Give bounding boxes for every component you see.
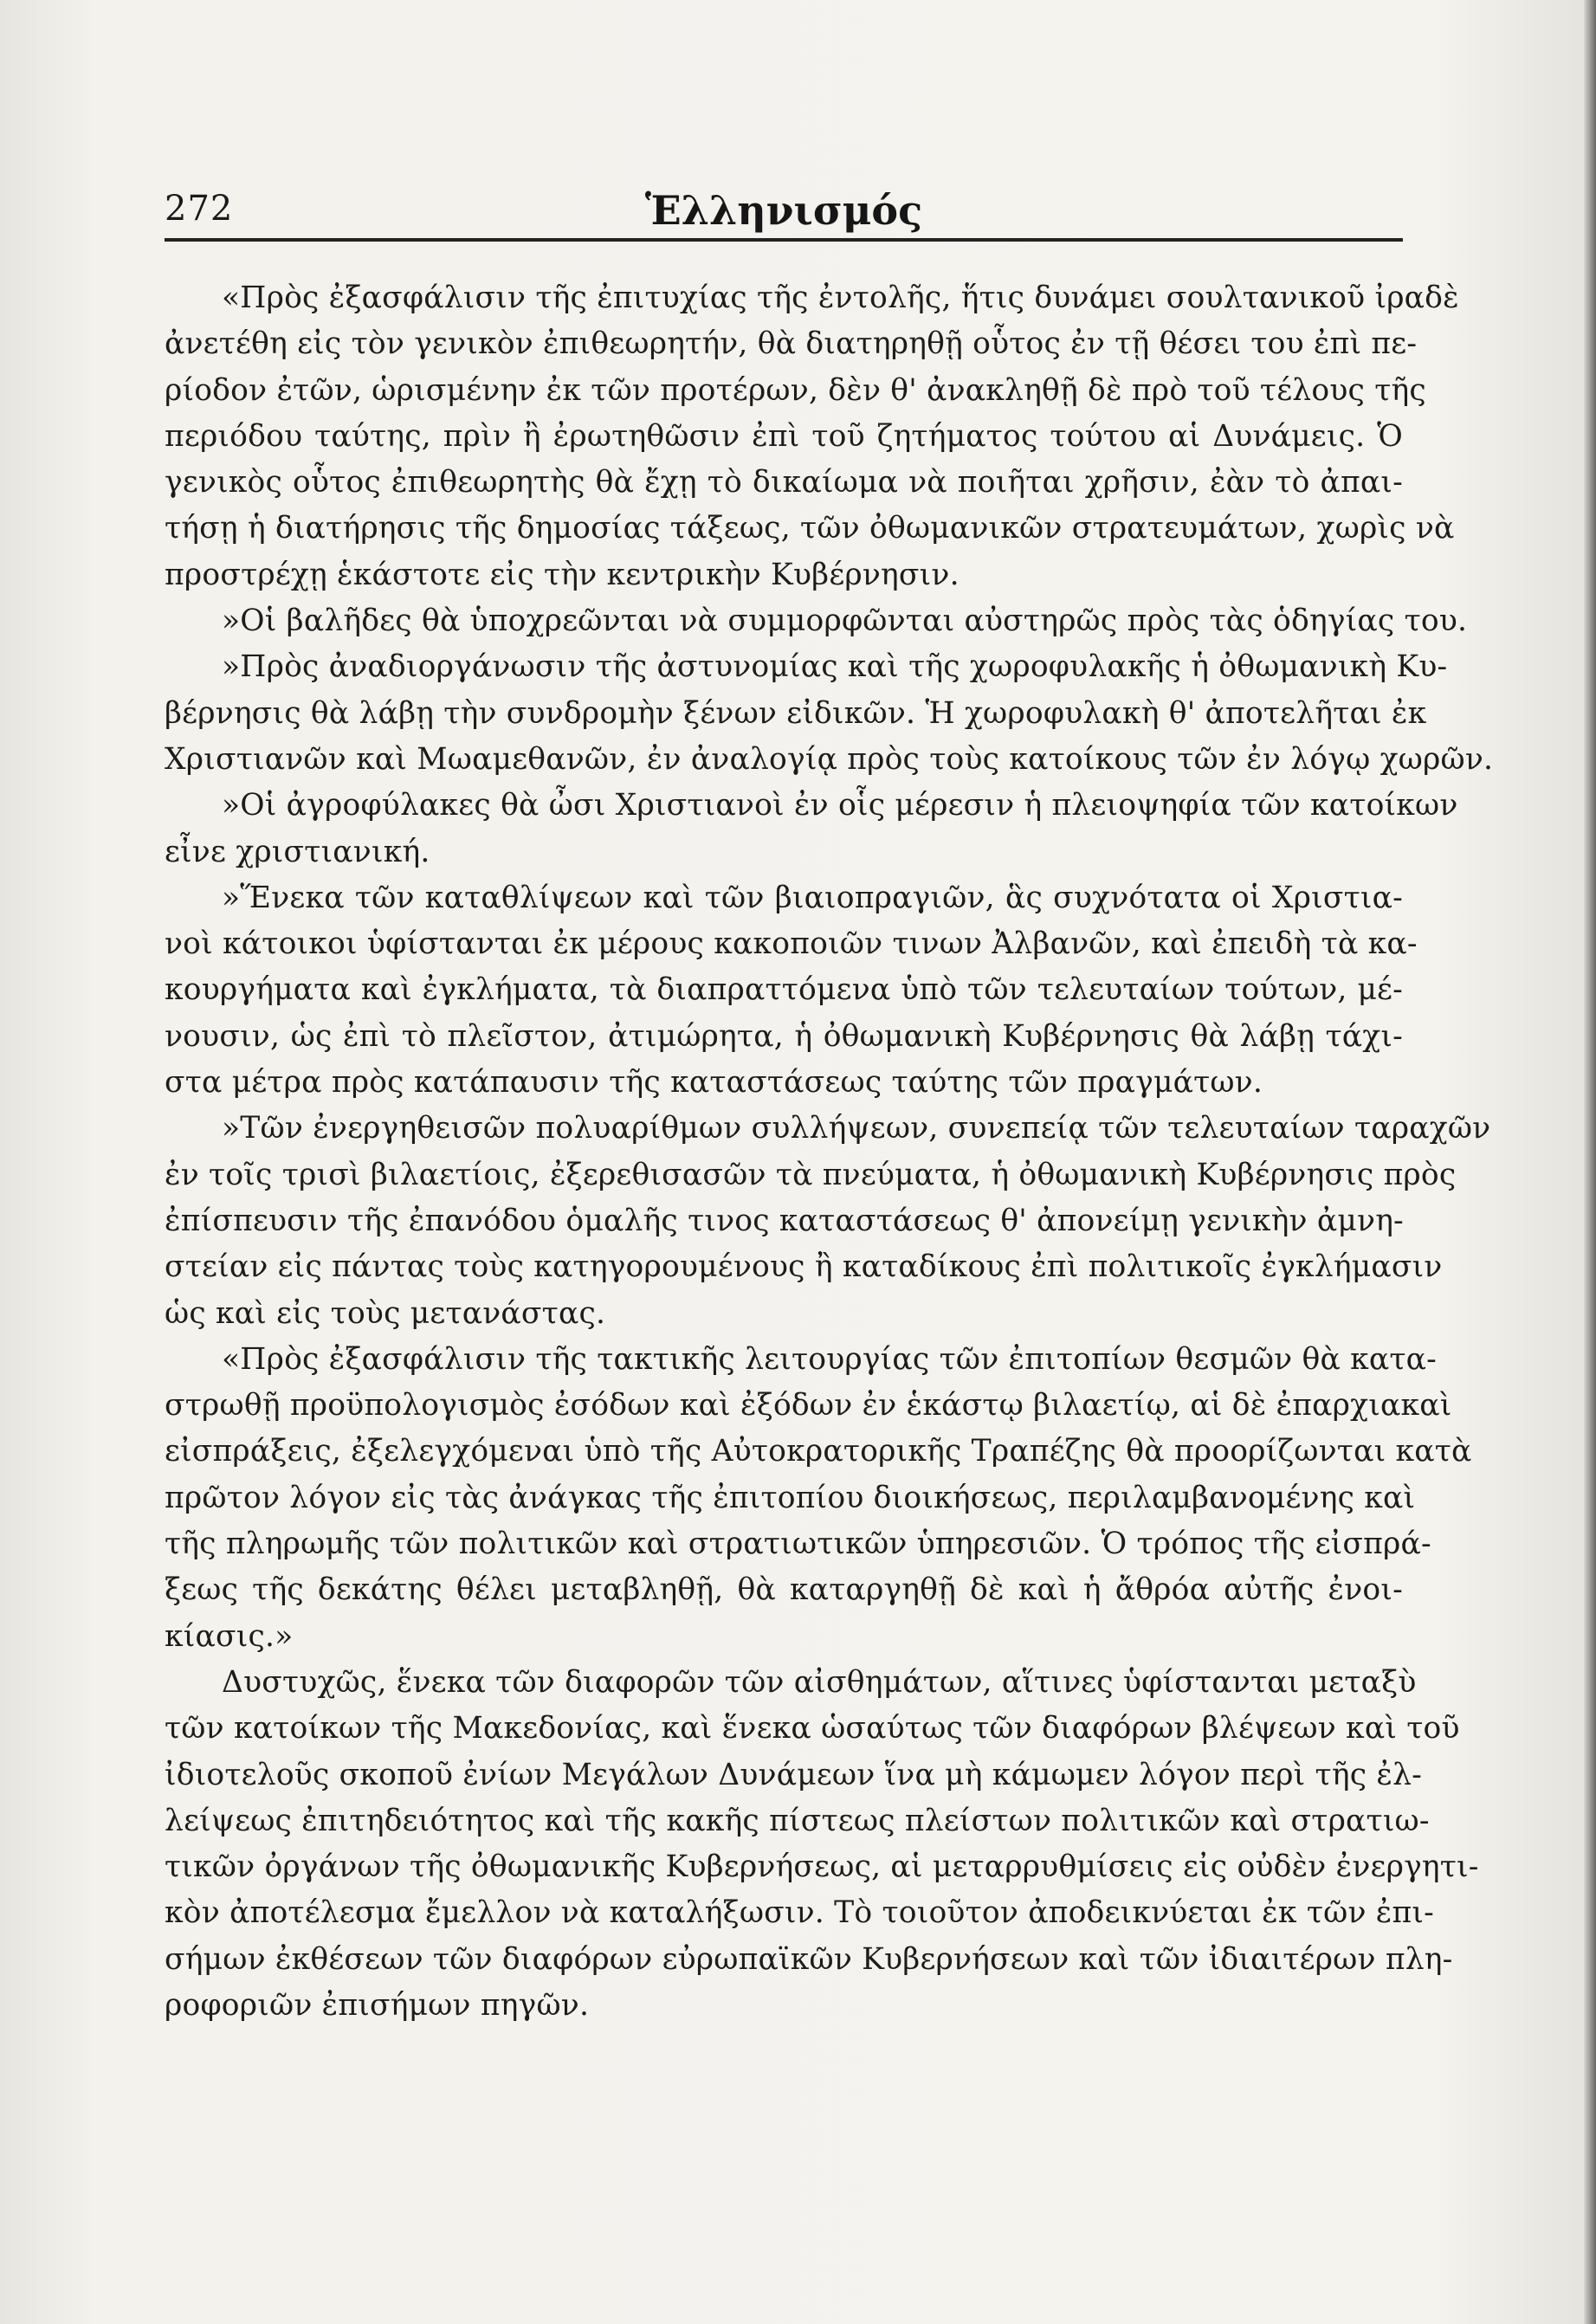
text-line: κουργήματα καὶ ἐγκλήματα, τὰ διαπραττόμενα ὑπὸ τῶν τελευταίων τούτων, μέ- (165, 972, 1403, 1008)
binding-shadow (1584, 0, 1596, 2324)
text-line: »Οἱ ἀγροφύλακες θὰ ὦσι Χριστιανοὶ ἐν οἷς μέρεσιν ἡ πλειοψηφία τῶν κατοίκων (222, 788, 1458, 823)
text-line: στείαν εἰς πάντας τοὺς κατηγορουμένους ἢ καταδίκους ἐπὶ πολιτικοῖς ἐγκλήμασιν (165, 1249, 1443, 1285)
text-line: ἰδιοτελοῦς σκοποῦ ἐνίων Μεγάλων Δυνάμεων ἵνα μὴ κάμωμεν λόγον περὶ τῆς ἐλ- (165, 1757, 1423, 1792)
text-line: ἀνετέθη εἰς τὸν γενικὸν ἐπιθεωρητήν, θὰ διατηρηθῇ οὗτος ἐν τῇ θέσει του ἐπὶ πε- (165, 326, 1418, 362)
text-line: προστρέχῃ ἑκάστοτε εἰς τὴν κεντρικὴν Κυβέρνησιν. (165, 557, 960, 592)
text-line: Δυστυχῶς, ἕνεκα τῶν διαφορῶν τῶν αἰσθημάτων, αἵτινες ὑφίστανται μεταξὺ (222, 1664, 1417, 1700)
header-rule (165, 238, 1403, 242)
text-line: ρίοδον ἐτῶν, ὡρισμένην ἐκ τῶν προτέρων, δὲν θ' ἀνακληθῇ δὲ πρὸ τοῦ τέλους τῆς (165, 372, 1426, 408)
text-line: Χριστιανῶν καὶ Μωαμεθανῶν, ἐν ἀναλογίᾳ πρὸς τοὺς κατοίκους τῶν ἐν λόγῳ χωρῶν. (165, 741, 1494, 777)
text-line: τικῶν ὀργάνων τῆς ὀθωμανικῆς Κυβερνήσεως, αἱ μεταρρυθμίσεις εἰς οὐδὲν ἐνεργητι- (165, 1850, 1479, 1885)
text-line: ἐν τοῖς τρισὶ βιλαετίοις, ἐξερεθισασῶν τὰ πνεύματα, ἡ ὀθωμανικὴ Κυβέρνησις πρὸς (165, 1157, 1457, 1192)
text-line: νουσιν, ὡς ἐπὶ τὸ πλεῖστον, ἀτιμώρητα, ἡ ὀθωμανικὴ Κυβέρνησις θὰ λάβῃ τάχι- (165, 1018, 1403, 1054)
text-line: νοὶ κάτοικοι ὑφίστανται ἐκ μέρους κακοποιῶν τινων Ἀλβανῶν, καὶ ἐπειδὴ τὰ κα- (165, 926, 1418, 962)
text-line: »Ἕνεκα τῶν καταθλίψεων καὶ τῶν βιαιοπραγιῶν, ἃς συχνότατα οἱ Χριστια- (222, 880, 1403, 915)
text-line: περιόδου ταύτης, πρὶν ἢ ἐρωτηθῶσιν ἐπὶ τοῦ ζητήματος τούτου αἱ Δυνάμεις. Ὁ (165, 418, 1403, 454)
body-text (165, 275, 1494, 2029)
text-line: γενικὸς οὗτος ἐπιθεωρητὴς θὰ ἔχῃ τὸ δικαίωμα νὰ ποιῆται χρῆσιν, ἐὰν τὸ ἀπαι- (165, 465, 1403, 500)
text-line: τῆς πληρωμῆς τῶν πολιτικῶν καὶ στρατιωτικῶν ὑπηρεσιῶν. Ὁ τρόπος τῆς εἰσπρά- (165, 1527, 1431, 1562)
text-line: ροφοριῶν ἐπισήμων πηγῶν. (165, 1987, 590, 2023)
text-line: στρωθῇ προϋπολογισμὸς ἐσόδων καὶ ἐξόδων ἐν ἑκάστῳ βιλαετίῳ, αἱ δὲ ἐπαρχιακαὶ (165, 1388, 1452, 1423)
text-line: τήσῃ ἡ διατήρησις τῆς δημοσίας τάξεως, τῶν ὀθωμανικῶν στρατευμάτων, χωρὶς νὰ (165, 511, 1455, 546)
text-line: »Τῶν ἐνεργηθεισῶν πολυαρίθμων συλλήψεων, συνεπείᾳ τῶν τελευταίων ταραχῶν (222, 1111, 1491, 1146)
page-number: 272 (165, 189, 234, 229)
text-line: κίασις.» (165, 1618, 294, 1654)
running-title: Ἑλληνισμός (644, 187, 923, 234)
running-head (165, 189, 1403, 241)
text-line: κὸν ἀποτέλεσμα ἔμελλον νὰ καταλήξωσιν. Τὸ τοιοῦτον ἀποδεικνύεται ἐκ τῶν ἐπι- (165, 1895, 1434, 1931)
text-line: βέρνησις θὰ λάβῃ τὴν συνδρομὴν ξένων εἰδικῶν. Ἡ χωροφυλακὴ θ' ἀποτελῆται ἐκ (165, 695, 1427, 731)
text-line: πρῶτον λόγον εἰς τὰς ἀνάγκας τῆς ἐπιτοπίου διοικήσεως, περιλαμβανομένης καὶ (165, 1480, 1416, 1515)
text-line: εἰσπράξεις, ἐξελεγχόμεναι ὑπὸ τῆς Αὐτοκρατορικῆς Τραπέζης θὰ προορίζωνται κατὰ (165, 1434, 1472, 1469)
text-line: στα μέτρα πρὸς κατάπαυσιν τῆς καταστάσεως ταύτης τῶν πραγμάτων. (165, 1065, 1263, 1101)
text-line: εἶνε χριστιανική. (165, 834, 430, 869)
text-line: λείψεως ἐπιτηδειότητος καὶ τῆς κακῆς πίστεως πλείστων πολιτικῶν καὶ στρατιω- (165, 1803, 1430, 1838)
text-line: ξεως τῆς δεκάτης θέλει μεταβληθῇ, θὰ καταργηθῇ δὲ καὶ ἡ ἄθρόα αὐτῆς ἐνοι- (165, 1572, 1403, 1608)
text-line: »Οἱ βαλῆδες θὰ ὑποχρεῶνται νὰ συμμορφῶνται αὐστηρῶς πρὸς τὰς ὁδηγίας του. (222, 604, 1468, 639)
text-line: σήμων ἐκθέσεων τῶν διαφόρων εὐρωπαϊκῶν Κυβερνήσεων καὶ τῶν ἰδιαιτέρων πλη- (165, 1941, 1453, 1977)
text-line: «Πρὸς ἐξασφάλισιν τῆς ἐπιτυχίας τῆς ἐντολῆς, ἥτις δυνάμει σουλτανικοῦ ἰραδὲ (222, 281, 1459, 315)
text-line: ἐπίσπευσιν τῆς ἐπανόδου ὁμαλῆς τινος καταστάσεως θ' ἀπονείμῃ γενικὴν ἀμνη- (165, 1203, 1404, 1238)
text-line: τῶν κατοίκων τῆς Μακεδονίας, καὶ ἕνεκα ὡσαύτως τῶν διαφόρων βλέψεων καὶ τοῦ (165, 1711, 1460, 1746)
text-line: »Πρὸς ἀναδιοργάνωσιν τῆς ἀστυνομίας καὶ τῆς χωροφυλακῆς ἡ ὀθωμανικὴ Κυ- (222, 649, 1448, 685)
text-line: «Πρὸς ἐξασφάλισιν τῆς τακτικῆς λειτουργίας τῶν ἐπιτοπίων θεσμῶν θὰ κατα- (222, 1341, 1438, 1377)
text-line: ὡς καὶ εἰς τοὺς μετανάστας. (165, 1295, 606, 1331)
